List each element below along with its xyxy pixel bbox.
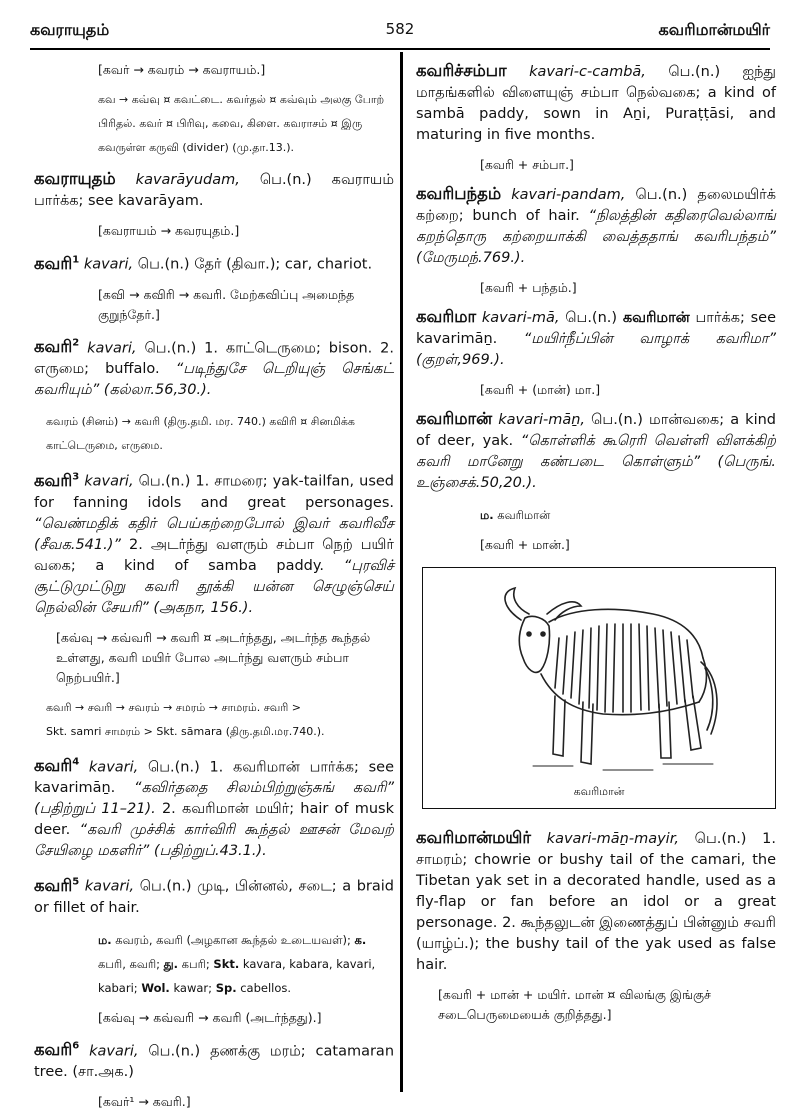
figure-caption: கவரிமான் xyxy=(573,785,625,798)
quotation: “கவரி முச்சிக் கார்விரி கூந்தல் ஊசன் மேவற் சேயிழை மகளிர்” (பதிற்றுப்.43.1.). xyxy=(34,822,394,859)
quotation: “நிலத்தின் கதிரைவெல்லாங் கறந்தொரு கற்றையாக்கி வைத்ததாங் கவரிபந்தம்” (மேருமந்.769.). xyxy=(416,208,777,266)
quotation: “புரவிச் சூட்டுமுட்டுறு கவரி தூக்கி யன்ன செழுஞ்செய் நெல்லின் சேயரி” (அகநா, 156.). xyxy=(34,557,395,616)
headword: கவரி$^5$ xyxy=(34,875,80,895)
gloss: பெ.(n.) தலைமயிர்க் கற்றை; bunch of hair. xyxy=(416,187,777,224)
etymology-kavari-1: [கவி → கவிரி → கவரி. மேற்கவிப்பு அமைந்த குறுந்தேர்.] xyxy=(98,286,355,322)
yak-illustration xyxy=(463,578,733,778)
transliteration: kavari-c-cambā, xyxy=(529,64,646,80)
gloss: பெ.(n.) 1. சாமரை; yak-tailfan, used for fanning idols and great personages. xyxy=(34,473,395,511)
gloss: பெ.(n.) 1. கவரிமான் பார்க்க; see kavarimāṉ. xyxy=(34,759,395,796)
etymology-kavariman: [கவரி + மான்.] xyxy=(480,537,570,552)
entry-kavariman xyxy=(416,408,776,494)
transliteration: kavari, xyxy=(84,878,135,895)
transliteration: kavari-māṉ-mayir, xyxy=(546,831,679,847)
entry-kavaripandam xyxy=(416,183,776,269)
headword: கவரிமான் xyxy=(416,409,493,428)
etymology-kavaram: [கவர் → கவரம் → கவராயம்.] xyxy=(98,62,266,77)
etymology-note-kavari-2: கவரம் (சினம்) → கவரி (திரு.தமி. மர. 740.) கவிரி ¤ சினமிக்க காட்டெருமை, எருமை. xyxy=(46,415,355,452)
gloss: பெ.(n.) தேர் (திவா.); car, chariot. xyxy=(137,256,373,273)
gloss: பெ.(n.) கவராயம் பார்க்க; see kavarāyam. xyxy=(34,172,394,209)
headword: கவரிபந்தம் xyxy=(416,184,502,203)
headword: கவரி$^3$ xyxy=(34,470,80,490)
entry-kavari-2 xyxy=(34,333,394,402)
header-left-guide-word: கவராயுதம் xyxy=(30,20,110,39)
headword: கவரி$^4$ xyxy=(34,756,80,775)
headword: கவரி$^2$ xyxy=(34,337,80,356)
entry-kavari-3 xyxy=(34,466,394,619)
transliteration: kavari-māṉ, xyxy=(498,412,586,428)
quotation: “வெண்மதிக் கதிர் பெய்கற்றைபோல் இவர் கவரிவீச (சீவக.541.)” xyxy=(34,515,394,553)
transliteration: kavari, xyxy=(84,473,134,490)
etymology-kavarimanmayir: [கவரி + மான் + மயிர். மான் ¤ விலங்கு இங்குச் சடைபெருமையைக் குறித்தது.] xyxy=(438,987,711,1022)
etymology-note-kavaram: கவ → கவ்வு ¤ கவட்டை. கவர்தல் ¤ கவ்வும் அலகு போற் பிரிதல். கவர் ¤ பிரிவு, கவை, கிளை. கவராசம் ¤ இரு கவருள்ள கருவி (divider) (மு.தா.13.). xyxy=(98,93,385,154)
transliteration: kavari-mā, xyxy=(481,310,560,326)
transliteration: kavarāyudam, xyxy=(135,172,240,188)
page-number: 582 xyxy=(385,20,415,38)
headword: கவரிமான்மயிர் xyxy=(416,828,531,847)
transliteration: kavari, xyxy=(83,256,134,273)
entry-kavari-4 xyxy=(34,752,394,863)
etymology-kavarima: [கவரி + (மான்) மா.] xyxy=(480,382,601,397)
entry-kavarimanmayir xyxy=(416,827,776,976)
cross-reference: கவரிமான் xyxy=(622,310,690,326)
gloss: 2. கவரிமான் மயிர்; hair of musk deer. xyxy=(34,801,394,838)
left-column xyxy=(34,60,394,1120)
gloss: பெ.(n.) ஐந்து மாதங்களில் விளையுஞ் சம்பா நெல்வகை; a kind of sambā paddy, sown in Aṉi, Puraṭṭāsi, and maturing in five months. xyxy=(416,64,777,143)
gloss: 2. அடர்ந்து வளரும் சம்பா நெற் பயிர் வகை; a kind of samba paddy. xyxy=(34,536,395,574)
cognate-kavariman: ம. கவரிமான் xyxy=(480,508,551,522)
transliteration: kavari, xyxy=(87,340,137,356)
headword: கவரி$^6$ xyxy=(34,1040,80,1059)
entry-kavari-1 xyxy=(34,249,394,276)
transliteration: kavari, xyxy=(88,759,139,775)
entry-kavari-6 xyxy=(34,1036,394,1084)
gloss: பெ.(n.) தணக்கு மரம்; catamaran tree. (சா.அக.) xyxy=(34,1043,395,1080)
etymology-kavarayudam: [கவராயம் → கவரயுதம்.] xyxy=(98,223,240,238)
cognates-kavari-5: ம. கவரம், கவரி (அழகான கூந்தல் உடையவள்); க. கபரி, கவரி; து. கபரி; Skt. kavara, kabara, kavari, kabari; Wol. kawar; Sp. cabellos. xyxy=(98,932,376,995)
gloss: பெ.(n.) முடி, பின்னல், சடை; a braid or fillet of hair. xyxy=(34,878,394,916)
header-rule xyxy=(30,48,770,50)
headword: கவரிமா xyxy=(416,307,477,326)
etymology-note-kavari-3b: Skt. samri சாமரம் > Skt. sāmara (திரு.தமி.மர.740.). xyxy=(46,724,325,738)
gloss: பெ.(n.) 1. காட்டெருமை; bison. 2. எருமை; buffalo. xyxy=(34,340,395,377)
quotation: “மயிர்நீப்பின் வாழாக் கவரிமா” (குறள்,969.). xyxy=(416,331,777,368)
etymology-kavaripandam: [கவரி + பந்தம்.] xyxy=(480,280,577,295)
page-header xyxy=(30,18,770,48)
quotation: “கவிர்ததை சிலம்பிற்றுஞ்சுங் கவரி” (பதிற்றுப் 11–21). xyxy=(34,780,394,817)
headword: கவரி$^1$ xyxy=(34,253,80,273)
quotation: “படிந்துசே டெறியுஞ் செங்கட் கவரியும்” (கல்லா.56,30.). xyxy=(34,361,394,398)
gloss: பெ.(n.) xyxy=(565,310,618,326)
gloss: பார்க்க; see kavarimāṉ. xyxy=(416,310,777,347)
gloss: பெ.(n.) மான்வகை; a kind of deer, yak. xyxy=(416,412,776,449)
etymology-kavari-3: [கவ்வு → கவ்வரி → கவரி ¤ அடர்ந்தது, அடர்ந்த கூந்தல் உள்ளது, கவரி மயிர் போல அடர்ந்து வளரும் சம்பா நெற்பயிர்.] xyxy=(56,629,371,685)
entry-kavarayudam xyxy=(34,168,394,212)
gloss: பெ.(n.) 1. சாமரம்; chowrie or bushy tail of the camari, the Tibetan yak set in a decorated handle, used as a fly-flap or fan before an idol or a great personage. 2. கூந்தலுடன் இணைத்துப் பின்னும் சவரி (யாழ்ப்.); the bushy tail of the yak used as false hair. xyxy=(416,831,777,973)
etymology-kavaricchamba: [கவரி + சம்பா.] xyxy=(480,157,574,172)
entry-kavarima xyxy=(416,306,776,371)
entry-kavari-5 xyxy=(34,871,394,919)
headword: கவரிச்சம்பா xyxy=(416,61,507,80)
transliteration: kavari-pandam, xyxy=(511,187,626,203)
right-column xyxy=(416,60,776,1033)
etymology-kavari-6: [கவர்¹ → கவரி.] xyxy=(98,1094,191,1109)
headword: கவராயுதம் xyxy=(34,169,116,188)
yak-illustration-figure xyxy=(422,567,776,809)
etymology-kavari-5: [கவ்வு → கவ்வரி → கவரி (அடர்ந்தது).] xyxy=(98,1009,322,1025)
etymology-note-kavari-3a: கவரி → சவரி → சவரம் → சமரம் → சாமரம். சவரி > xyxy=(46,700,301,714)
quotation: “கொள்ளிக் கூரெரி வெள்ளி விளக்கிற் கவரி மானேறு கண்படை கொள்ளும்” (பெருங். உஞ்சைக்.50,20.). xyxy=(416,433,777,491)
column-divider xyxy=(400,52,403,1092)
header-right-guide-word: கவரிமான்மயிர் xyxy=(658,20,770,39)
transliteration: kavari, xyxy=(89,1043,139,1059)
entry-kavaricchamba xyxy=(416,60,776,146)
